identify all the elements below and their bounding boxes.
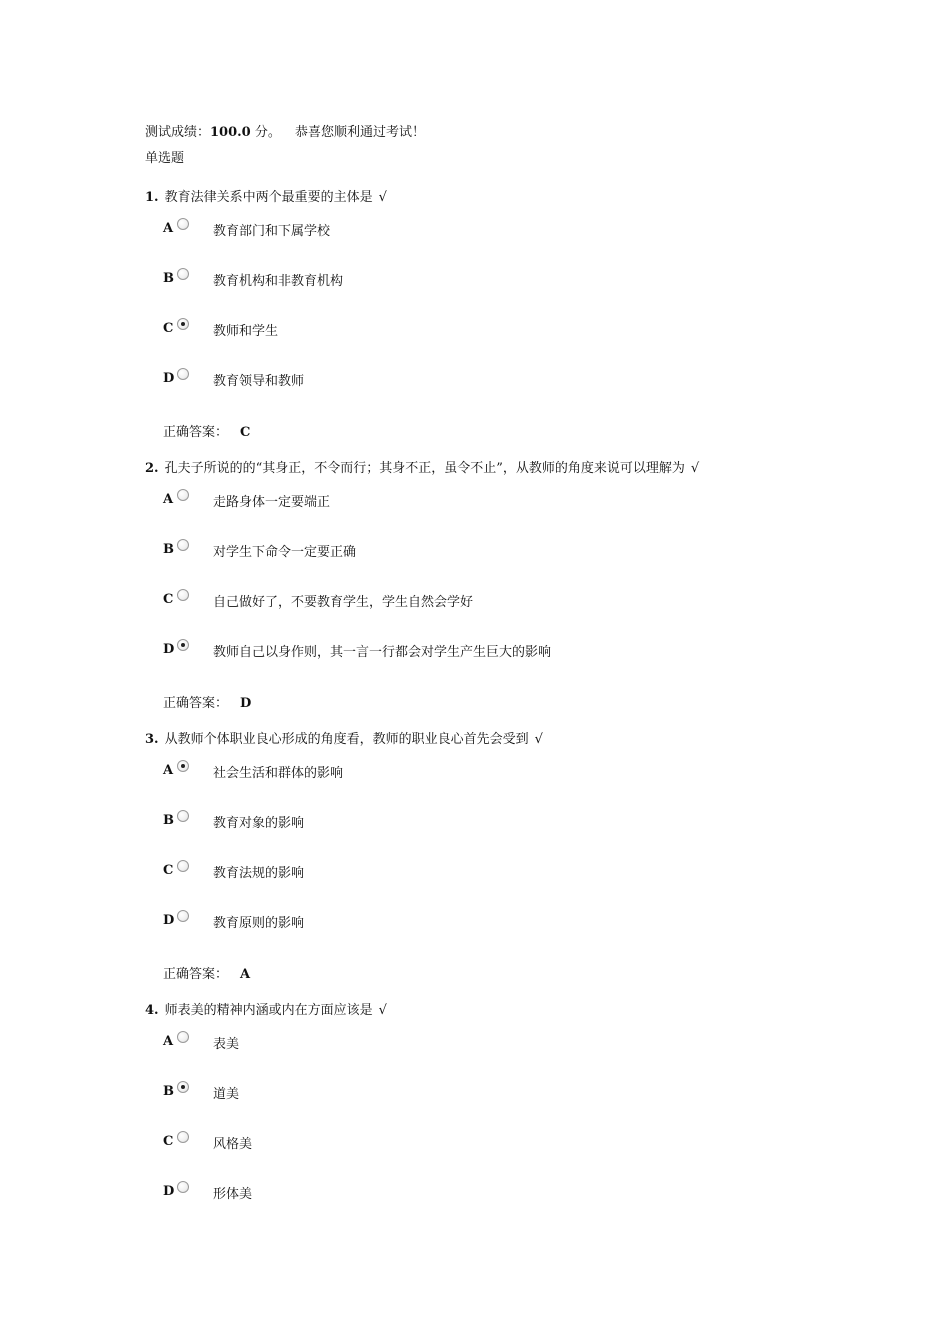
score-unit: 分。 [254, 125, 281, 140]
congrats-message: 恭喜您顺利通过考试！ [295, 125, 426, 140]
option-c[interactable] [163, 860, 863, 882]
radio-button[interactable] [177, 218, 189, 230]
check-mark-icon: √ [378, 1003, 387, 1018]
option-text: 表美 [213, 1037, 240, 1052]
question-stem [145, 728, 543, 747]
option-letter: C [163, 321, 174, 336]
check-mark-icon: √ [378, 190, 387, 205]
option-b[interactable] [163, 268, 863, 290]
question-number: 3. [145, 732, 159, 747]
option-text: 教育机构和非教育机构 [213, 274, 344, 289]
option-text: 教师自己以身作则，其一言一行都会对学生产生巨大的影响 [213, 645, 552, 660]
answer-value: A [240, 967, 251, 982]
option-letter: D [163, 642, 175, 657]
option-letter: C [163, 1134, 174, 1149]
answer-label: 正确答案： [163, 696, 229, 711]
option-a[interactable] [163, 760, 863, 782]
option-letter: B [163, 542, 174, 557]
option-letter: D [163, 371, 175, 386]
option-d[interactable] [163, 1181, 863, 1203]
option-text: 自己做好了，不要教育学生，学生自然会学好 [213, 595, 474, 610]
answer-label: 正确答案： [163, 967, 229, 982]
question-text: 孔夫子所说的的“其身正，不令而行；其身不正，虽令不止”，从教师的角度来说可以理解为 [164, 461, 685, 476]
radio-button[interactable] [177, 1131, 189, 1143]
option-b[interactable] [163, 810, 863, 832]
radio-button-selected[interactable] [177, 318, 189, 330]
radio-button[interactable] [177, 268, 189, 280]
option-letter: A [163, 492, 174, 507]
option-text: 形体美 [213, 1187, 253, 1202]
question-stem [145, 457, 699, 476]
option-text: 教师和学生 [213, 324, 279, 339]
option-letter: D [163, 1184, 175, 1199]
radio-button-selected[interactable] [177, 760, 189, 772]
option-text: 教育领导和教师 [213, 374, 305, 389]
check-mark-icon: √ [690, 461, 700, 476]
option-text: 社会生活和群体的影响 [213, 766, 344, 781]
question-text: 师表美的精神内涵或内在方面应该是 [164, 1003, 373, 1018]
answer-label: 正确答案： [163, 425, 229, 440]
option-text: 教育对象的影响 [213, 816, 305, 831]
radio-button[interactable] [177, 910, 189, 922]
score-line [145, 121, 425, 140]
correct-answer [163, 963, 250, 982]
answer-value: C [240, 425, 251, 440]
option-text: 走路身体一定要端正 [213, 495, 331, 510]
option-letter: A [163, 221, 174, 236]
radio-button[interactable] [177, 860, 189, 872]
option-letter: D [163, 913, 175, 928]
question-number: 2. [145, 461, 159, 476]
option-text: 教育部门和下属学校 [213, 224, 331, 239]
section-title: 单选题 [145, 151, 185, 166]
option-c[interactable] [163, 1131, 863, 1153]
option-letter: B [163, 813, 174, 828]
option-letter: A [163, 763, 174, 778]
radio-button[interactable] [177, 589, 189, 601]
option-b[interactable] [163, 539, 863, 561]
option-letter: A [163, 1034, 174, 1049]
radio-button[interactable] [177, 539, 189, 551]
question-number: 4. [145, 1003, 159, 1018]
option-b[interactable] [163, 1081, 863, 1103]
radio-button[interactable] [177, 489, 189, 501]
option-a[interactable] [163, 1031, 863, 1053]
correct-answer [163, 692, 251, 711]
radio-button[interactable] [177, 368, 189, 380]
option-letter: C [163, 863, 174, 878]
correct-answer [163, 421, 250, 440]
radio-button-selected[interactable] [177, 639, 189, 651]
radio-button[interactable] [177, 1181, 189, 1193]
option-letter: B [163, 271, 174, 286]
question-stem [145, 999, 387, 1018]
score-label: 测试成绩： [145, 125, 211, 140]
option-text: 对学生下命令一定要正确 [213, 545, 357, 560]
radio-button[interactable] [177, 1031, 189, 1043]
option-letter: C [163, 592, 174, 607]
radio-button-selected[interactable] [177, 1081, 189, 1093]
option-d[interactable] [163, 368, 863, 390]
option-c[interactable] [163, 318, 863, 340]
question-stem [145, 186, 387, 205]
option-c[interactable] [163, 589, 863, 611]
option-text: 教育法规的影响 [213, 866, 305, 881]
option-letter: B [163, 1084, 174, 1099]
option-a[interactable] [163, 218, 863, 240]
option-text: 教育原则的影响 [213, 916, 305, 931]
option-a[interactable] [163, 489, 863, 511]
score-value: 100.0 [210, 125, 251, 140]
radio-button[interactable] [177, 810, 189, 822]
question-text: 从教师个体职业良心形成的角度看，教师的职业良心首先会受到 [164, 732, 529, 747]
option-text: 风格美 [213, 1137, 253, 1152]
option-text: 道美 [213, 1087, 240, 1102]
option-d[interactable] [163, 639, 863, 661]
question-text: 教育法律关系中两个最重要的主体是 [164, 190, 373, 205]
option-d[interactable] [163, 910, 863, 932]
question-number: 1. [145, 190, 159, 205]
check-mark-icon: √ [534, 732, 543, 747]
answer-value: D [240, 696, 252, 711]
